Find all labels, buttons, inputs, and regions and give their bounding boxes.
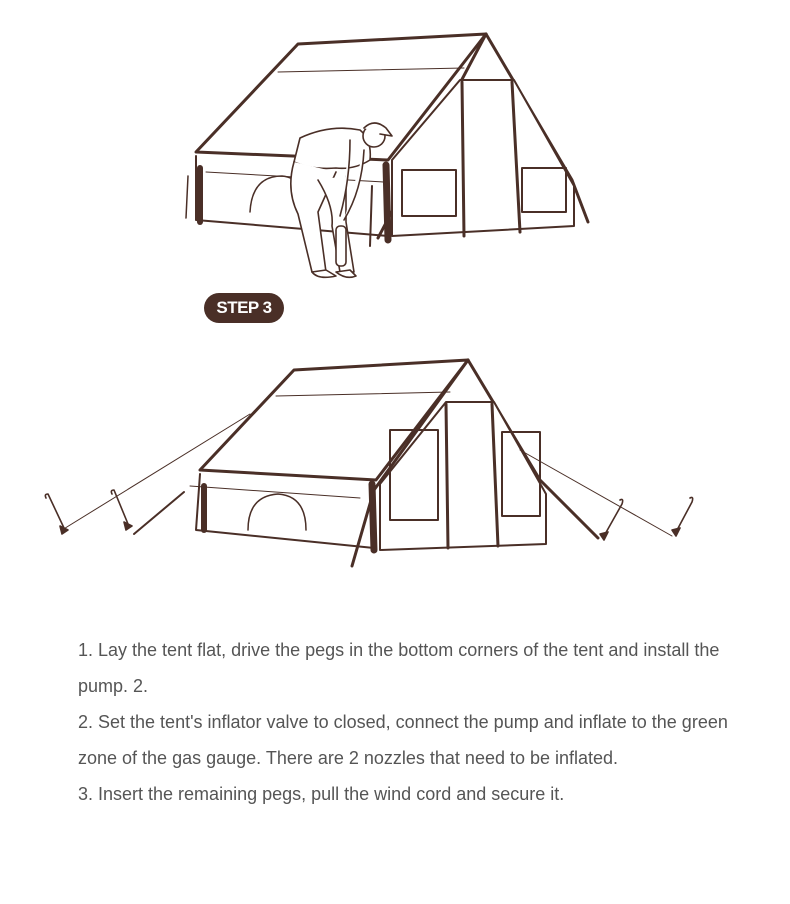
instruction-step-2: 2. Set the tent's inflator valve to closed, connect the pump and inflate to the green zone of the gas gauge. There are 2 nozzles that need to be inflated. [78, 712, 728, 768]
tent-guyed [45, 360, 692, 566]
step-badge: STEP 3 [204, 293, 284, 323]
instruction-step-1: 1. Lay the tent flat, drive the pegs in the bottom corners of the tent and install the pump. 2. [78, 640, 720, 696]
instruction-step-3: 3. Insert the remaining pegs, pull the wind cord and secure it. [78, 784, 565, 804]
instruction-list [78, 632, 758, 812]
tent-inflating [186, 34, 588, 246]
person-with-pump [291, 123, 392, 277]
